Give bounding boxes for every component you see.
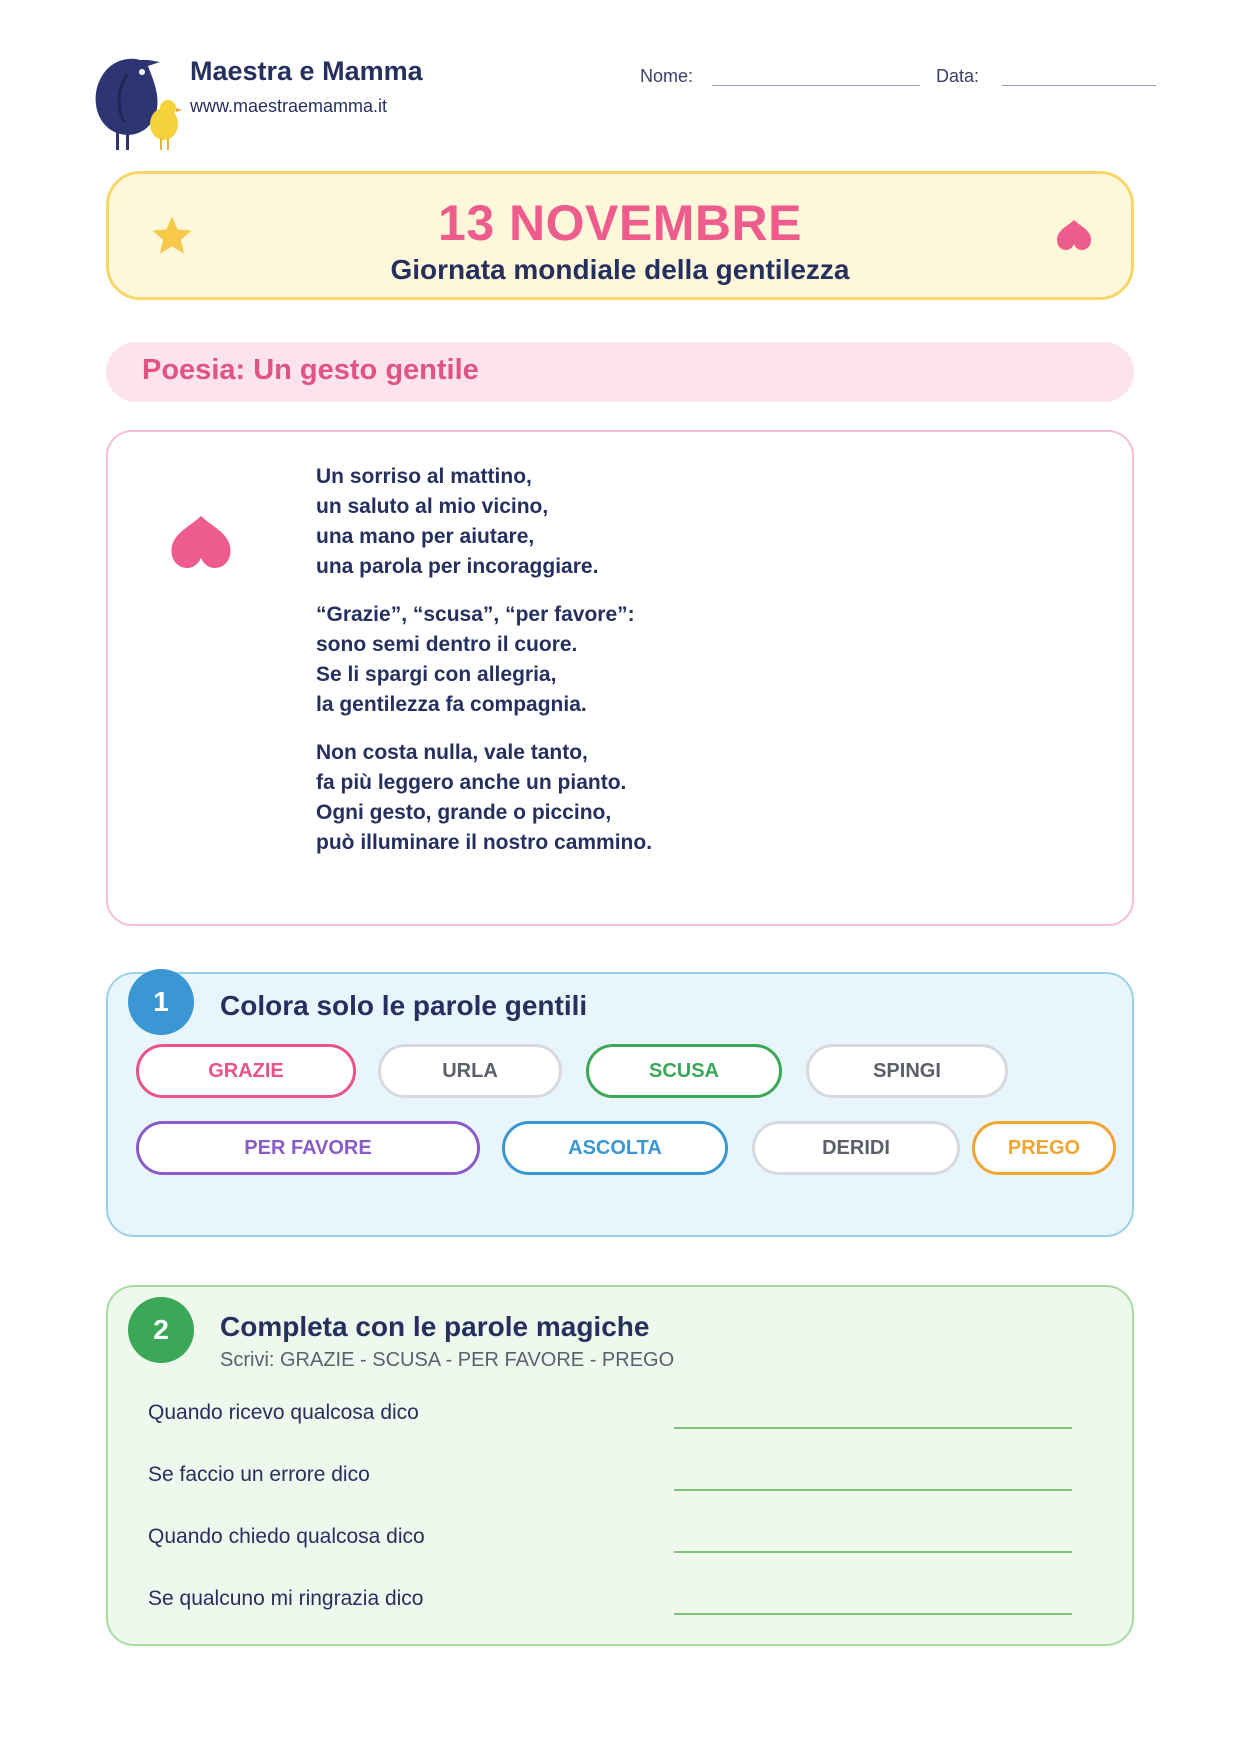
brand-logo-bird-icon bbox=[88, 52, 184, 152]
brand-name: Maestra e Mamma bbox=[190, 56, 423, 86]
answer-line[interactable] bbox=[674, 1489, 1072, 1491]
name-label: Nome: bbox=[640, 66, 694, 86]
exercise-2-title: Completa con le parole magiche bbox=[220, 1311, 650, 1342]
question-text: Se faccio un errore dico bbox=[148, 1463, 370, 1486]
page-subtitle: Giornata mondiale della gentilezza bbox=[390, 254, 850, 285]
exercise-1-box bbox=[106, 972, 1134, 1237]
poem-line: Un sorriso al mattino, bbox=[316, 465, 532, 488]
title-banner bbox=[106, 171, 1134, 300]
word-chip-spingi[interactable]: SPINGI bbox=[806, 1044, 1008, 1098]
poem-line: può illuminare il nostro cammino. bbox=[316, 831, 653, 854]
date-label: Data: bbox=[936, 66, 980, 86]
question-text: Quando ricevo qualcosa dico bbox=[148, 1401, 419, 1424]
page-title: 13 NOVEMBRE bbox=[438, 195, 802, 251]
exercise-number-badge: 1 bbox=[128, 969, 194, 1035]
word-chip-scusa[interactable]: SCUSA bbox=[586, 1044, 782, 1098]
poem-section-header bbox=[106, 342, 1134, 402]
poem-stanza-3 bbox=[316, 738, 652, 858]
exercise-number-badge: 2 bbox=[128, 1297, 194, 1363]
poem-line: una parola per incoraggiare. bbox=[316, 555, 599, 578]
exercise-1-title: Colora solo le parole gentili bbox=[220, 990, 588, 1021]
poem-stanza-1 bbox=[316, 462, 598, 582]
poem-line: Non costa nulla, vale tanto, bbox=[316, 741, 588, 764]
poem-line: la gentilezza fa compagnia. bbox=[316, 693, 587, 716]
poem-line: fa più leggero anche un pianto. bbox=[316, 771, 627, 794]
poem-line: un saluto al mio vicino, bbox=[316, 495, 549, 518]
word-chip-grazie[interactable]: GRAZIE bbox=[136, 1044, 356, 1098]
poem-title: Poesia: Un gesto gentile bbox=[142, 354, 479, 386]
poem-line: Se li spargi con allegria, bbox=[316, 663, 557, 686]
poem-stanza-2 bbox=[316, 600, 635, 720]
question-text: Se qualcuno mi ringrazia dico bbox=[148, 1587, 424, 1610]
answer-line[interactable] bbox=[674, 1613, 1072, 1615]
word-chip-per-favore[interactable]: PER FAVORE bbox=[136, 1121, 480, 1175]
exercise-2-box bbox=[106, 1285, 1134, 1646]
poem-line: “Grazie”, “scusa”, “per favore”: bbox=[316, 603, 635, 626]
question-text: Quando chiedo qualcosa dico bbox=[148, 1525, 425, 1548]
answer-line[interactable] bbox=[674, 1551, 1072, 1553]
heart-icon bbox=[168, 512, 234, 577]
date-field[interactable] bbox=[1002, 85, 1156, 86]
poem-line: sono semi dentro il cuore. bbox=[316, 633, 578, 656]
poem-line: Ogni gesto, grande o piccino, bbox=[316, 801, 612, 824]
name-field[interactable] bbox=[712, 85, 920, 86]
word-chip-prego[interactable]: PREGO bbox=[972, 1121, 1116, 1175]
word-chip-ascolta[interactable]: ASCOLTA bbox=[502, 1121, 728, 1175]
brand-url: www.maestraemamma.it bbox=[190, 96, 388, 116]
heart-icon bbox=[1055, 218, 1093, 257]
answer-line[interactable] bbox=[674, 1427, 1072, 1429]
exercise-2-instructions: Scrivi: GRAZIE - SCUSA - PER FAVORE - PREGO bbox=[220, 1349, 675, 1371]
word-chip-deridi[interactable]: DERIDI bbox=[752, 1121, 960, 1175]
poem-line: una mano per aiutare, bbox=[316, 525, 535, 548]
poem-box bbox=[106, 430, 1134, 926]
word-chip-urla[interactable]: URLA bbox=[378, 1044, 562, 1098]
